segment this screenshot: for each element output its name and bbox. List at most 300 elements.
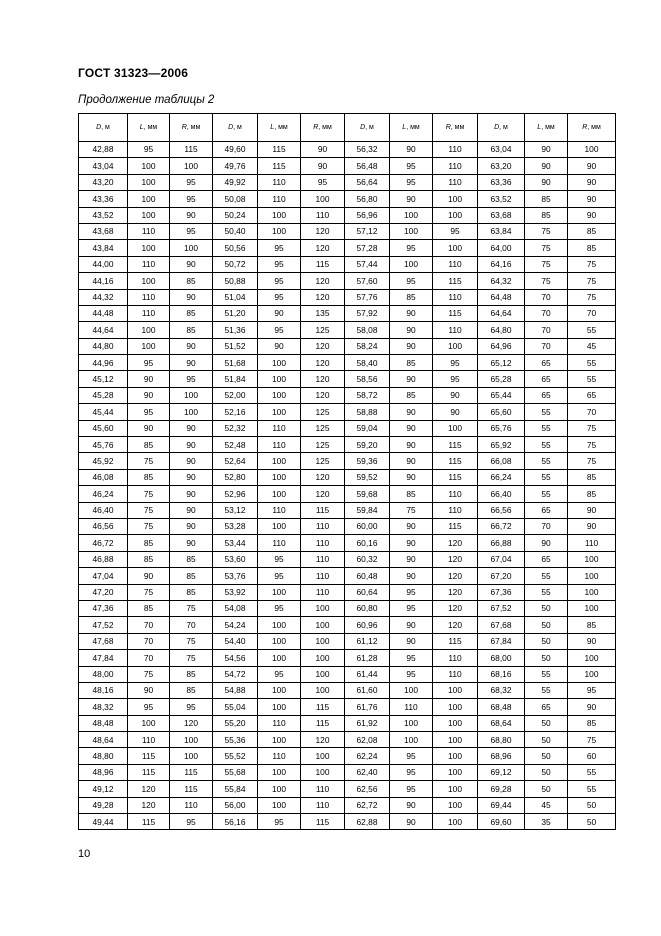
table-cell: 75 — [568, 420, 616, 436]
table-cell: 69,44 — [478, 797, 525, 813]
table-cell: 85 — [525, 191, 568, 207]
table-cell: 100 — [568, 551, 616, 567]
table-cell: 115 — [170, 142, 213, 158]
table-cell: 56,80 — [345, 191, 390, 207]
table-cell: 110 — [301, 584, 345, 600]
table-cell: 120 — [433, 617, 478, 633]
table-row — [79, 207, 616, 223]
table-cell: 90 — [128, 387, 170, 403]
table-cell: 100 — [128, 273, 170, 289]
table-cell: 110 — [258, 191, 301, 207]
table-body — [79, 142, 616, 830]
table-cell: 120 — [301, 338, 345, 354]
table-cell: 100 — [568, 650, 616, 666]
table-cell: 49,12 — [79, 781, 128, 797]
table-cell: 110 — [258, 715, 301, 731]
table-cell: 47,20 — [79, 584, 128, 600]
table-cell: 43,20 — [79, 174, 128, 190]
table-cell: 115 — [301, 699, 345, 715]
table-cell: 48,96 — [79, 764, 128, 780]
table-cell: 68,48 — [478, 699, 525, 715]
table-cell: 46,08 — [79, 469, 128, 485]
table-cell: 55,52 — [213, 748, 258, 764]
table-cell: 85 — [390, 289, 433, 305]
table-cell: 110 — [301, 535, 345, 551]
table-row — [79, 568, 616, 584]
table-cell: 100 — [258, 633, 301, 649]
table-cell: 48,16 — [79, 682, 128, 698]
column-header — [79, 114, 128, 142]
table-cell: 90 — [568, 174, 616, 190]
table-cell: 95 — [258, 600, 301, 616]
table-cell: 70 — [525, 518, 568, 534]
table-cell: 55 — [525, 682, 568, 698]
table-cell: 52,48 — [213, 437, 258, 453]
table-row — [79, 486, 616, 502]
table-cell: 95 — [390, 650, 433, 666]
table-cell: 64,96 — [478, 338, 525, 354]
table-cell: 110 — [301, 551, 345, 567]
table-cell: 85 — [170, 322, 213, 338]
table-cell: 90 — [128, 568, 170, 584]
column-header — [478, 114, 525, 142]
table-cell: 95 — [433, 355, 478, 371]
column-symbol: D — [360, 124, 366, 131]
table-cell: 100 — [258, 781, 301, 797]
table-row — [79, 322, 616, 338]
table-cell: 50 — [525, 633, 568, 649]
table-cell: 85 — [128, 600, 170, 616]
column-unit: , мм — [143, 124, 158, 131]
table-cell: 57,60 — [345, 273, 390, 289]
table-cell: 115 — [301, 502, 345, 518]
table-cell: 47,04 — [79, 568, 128, 584]
table-cell: 100 — [258, 764, 301, 780]
table-cell: 90 — [568, 633, 616, 649]
table-cell: 43,36 — [79, 191, 128, 207]
table-cell: 100 — [258, 584, 301, 600]
table-cell: 100 — [258, 617, 301, 633]
table-cell: 125 — [301, 453, 345, 469]
table-cell: 63,20 — [478, 158, 525, 174]
table-row — [79, 223, 616, 239]
table-cell: 110 — [258, 748, 301, 764]
table-cell: 90 — [525, 158, 568, 174]
table-cell: 50 — [568, 814, 616, 830]
table-caption: Продолжение таблицы 2 — [78, 94, 215, 106]
table-cell: 60 — [568, 748, 616, 764]
table-cell: 69,12 — [478, 764, 525, 780]
table-cell: 55,36 — [213, 732, 258, 748]
table-row — [79, 289, 616, 305]
table-cell: 90 — [390, 617, 433, 633]
table-cell: 120 — [128, 797, 170, 813]
table-cell: 75 — [170, 633, 213, 649]
column-header — [301, 114, 345, 142]
table-cell: 100 — [568, 584, 616, 600]
table-cell: 90 — [390, 371, 433, 387]
table-cell: 66,56 — [478, 502, 525, 518]
table-cell: 53,44 — [213, 535, 258, 551]
table-cell: 100 — [170, 387, 213, 403]
table-cell: 100 — [390, 732, 433, 748]
table-cell: 90 — [170, 256, 213, 272]
table-cell: 100 — [128, 207, 170, 223]
table-cell: 60,96 — [345, 617, 390, 633]
table-cell: 90 — [390, 633, 433, 649]
table-cell: 90 — [390, 142, 433, 158]
table-cell: 57,92 — [345, 305, 390, 321]
table-cell: 100 — [301, 633, 345, 649]
table-cell: 56,64 — [345, 174, 390, 190]
column-unit: , м — [101, 124, 110, 131]
table-cell: 90 — [390, 305, 433, 321]
table-cell: 100 — [390, 223, 433, 239]
table-cell: 100 — [433, 682, 478, 698]
table-cell: 100 — [433, 699, 478, 715]
table-cell: 54,40 — [213, 633, 258, 649]
table-cell: 95 — [258, 814, 301, 830]
table-cell: 100 — [258, 486, 301, 502]
table-cell: 90 — [390, 437, 433, 453]
table-cell: 67,52 — [478, 600, 525, 616]
table-cell: 55 — [568, 355, 616, 371]
table-cell: 100 — [170, 240, 213, 256]
table-cell: 100 — [301, 617, 345, 633]
table-cell: 64,48 — [478, 289, 525, 305]
table-cell: 90 — [525, 535, 568, 551]
table-cell: 57,12 — [345, 223, 390, 239]
table-cell: 100 — [170, 404, 213, 420]
column-header — [345, 114, 390, 142]
table-cell: 51,84 — [213, 371, 258, 387]
table-cell: 45,12 — [79, 371, 128, 387]
table-cell: 51,68 — [213, 355, 258, 371]
table-cell: 95 — [258, 551, 301, 567]
table-cell: 95 — [128, 404, 170, 420]
table-cell: 61,76 — [345, 699, 390, 715]
table-cell: 66,24 — [478, 469, 525, 485]
table-cell: 95 — [258, 322, 301, 338]
table-cell: 120 — [301, 486, 345, 502]
table-cell: 68,16 — [478, 666, 525, 682]
table-cell: 50 — [525, 764, 568, 780]
table-cell: 45,28 — [79, 387, 128, 403]
table-cell: 56,48 — [345, 158, 390, 174]
table-cell: 51,36 — [213, 322, 258, 338]
table-cell: 110 — [433, 174, 478, 190]
table-cell: 90 — [170, 289, 213, 305]
table-cell: 42,88 — [79, 142, 128, 158]
column-unit: , м — [233, 124, 242, 131]
table-cell: 90 — [390, 518, 433, 534]
column-symbol: R — [313, 124, 319, 131]
table-cell: 85 — [568, 617, 616, 633]
table-cell: 100 — [433, 781, 478, 797]
table-cell: 48,48 — [79, 715, 128, 731]
table-cell: 55 — [525, 437, 568, 453]
table-cell: 51,20 — [213, 305, 258, 321]
table-cell: 100 — [258, 518, 301, 534]
table-cell: 52,80 — [213, 469, 258, 485]
table-cell: 110 — [128, 223, 170, 239]
table-cell: 100 — [433, 207, 478, 223]
table-cell: 95 — [258, 256, 301, 272]
table-cell: 115 — [433, 273, 478, 289]
table-cell: 95 — [390, 273, 433, 289]
table-cell: 65 — [525, 551, 568, 567]
table-cell: 110 — [433, 158, 478, 174]
table-cell: 90 — [525, 174, 568, 190]
table-cell: 75 — [568, 256, 616, 272]
table-cell: 53,92 — [213, 584, 258, 600]
table-cell: 75 — [128, 584, 170, 600]
table-row — [79, 797, 616, 813]
table-cell: 70 — [525, 289, 568, 305]
column-symbol: L — [537, 124, 542, 131]
column-unit: , мм — [186, 124, 201, 131]
table-cell: 95 — [433, 371, 478, 387]
table-cell: 90 — [390, 814, 433, 830]
table-cell: 90 — [390, 191, 433, 207]
table-cell: 125 — [301, 420, 345, 436]
table-cell: 100 — [170, 732, 213, 748]
table-cell: 95 — [170, 371, 213, 387]
table-cell: 85 — [568, 240, 616, 256]
table-cell: 120 — [301, 387, 345, 403]
table-cell: 110 — [128, 305, 170, 321]
table-cell: 50 — [525, 781, 568, 797]
table-cell: 56,96 — [345, 207, 390, 223]
table-cell: 90 — [128, 682, 170, 698]
table-cell: 100 — [433, 748, 478, 764]
table-cell: 58,88 — [345, 404, 390, 420]
table-row — [79, 305, 616, 321]
table-cell: 46,72 — [79, 535, 128, 551]
table-cell: 70 — [128, 633, 170, 649]
table-cell: 90 — [390, 322, 433, 338]
table-cell: 63,52 — [478, 191, 525, 207]
table-cell: 64,00 — [478, 240, 525, 256]
table-cell: 100 — [258, 797, 301, 813]
table-cell: 110 — [258, 420, 301, 436]
table-cell: 100 — [568, 666, 616, 682]
table-cell: 44,96 — [79, 355, 128, 371]
table-cell: 55 — [525, 469, 568, 485]
table-cell: 120 — [301, 371, 345, 387]
table-cell: 120 — [301, 240, 345, 256]
table-cell: 100 — [128, 191, 170, 207]
table-cell: 100 — [301, 682, 345, 698]
table-cell: 70 — [525, 338, 568, 354]
table-cell: 53,76 — [213, 568, 258, 584]
table-cell: 45 — [568, 338, 616, 354]
table-cell: 100 — [258, 223, 301, 239]
table-cell: 50,08 — [213, 191, 258, 207]
table-cell: 53,12 — [213, 502, 258, 518]
table-cell: 75 — [525, 223, 568, 239]
table-cell: 85 — [128, 437, 170, 453]
table-cell: 50,40 — [213, 223, 258, 239]
table-cell: 85 — [170, 666, 213, 682]
table-cell: 100 — [390, 207, 433, 223]
table-cell: 46,24 — [79, 486, 128, 502]
column-unit: , м — [499, 124, 508, 131]
table-cell: 70 — [170, 617, 213, 633]
table-cell: 61,44 — [345, 666, 390, 682]
table-cell: 46,40 — [79, 502, 128, 518]
table-cell: 110 — [258, 174, 301, 190]
table-cell: 120 — [301, 273, 345, 289]
table-cell: 68,00 — [478, 650, 525, 666]
table-cell: 45,44 — [79, 404, 128, 420]
table-cell: 100 — [258, 732, 301, 748]
table-cell: 100 — [258, 207, 301, 223]
table-cell: 120 — [433, 568, 478, 584]
table-cell: 60,32 — [345, 551, 390, 567]
table-cell: 90 — [170, 469, 213, 485]
table-cell: 64,64 — [478, 305, 525, 321]
table-row — [79, 453, 616, 469]
table-cell: 95 — [170, 814, 213, 830]
table-cell: 60,64 — [345, 584, 390, 600]
table-cell: 115 — [433, 305, 478, 321]
column-unit: , мм — [587, 124, 601, 131]
table-cell: 90 — [433, 387, 478, 403]
table-row — [79, 142, 616, 158]
table-cell: 115 — [128, 814, 170, 830]
table-cell: 46,88 — [79, 551, 128, 567]
table-cell: 110 — [433, 486, 478, 502]
column-symbol: D — [494, 124, 500, 131]
table-cell: 67,04 — [478, 551, 525, 567]
table-cell: 55 — [525, 486, 568, 502]
table-cell: 62,56 — [345, 781, 390, 797]
table-cell: 95 — [568, 682, 616, 698]
table-cell: 55,04 — [213, 699, 258, 715]
table-row — [79, 650, 616, 666]
table-cell: 68,32 — [478, 682, 525, 698]
table-cell: 100 — [433, 732, 478, 748]
table-cell: 85 — [170, 305, 213, 321]
table-cell: 75 — [170, 650, 213, 666]
table-cell: 46,56 — [79, 518, 128, 534]
table-cell: 65,44 — [478, 387, 525, 403]
table-cell: 50 — [525, 732, 568, 748]
table-cell: 43,84 — [79, 240, 128, 256]
table-cell: 115 — [433, 437, 478, 453]
column-header — [568, 114, 616, 142]
table-cell: 57,28 — [345, 240, 390, 256]
table-cell: 90 — [568, 518, 616, 534]
table-cell: 100 — [128, 322, 170, 338]
table-row — [79, 256, 616, 272]
table-cell: 95 — [170, 223, 213, 239]
table-cell: 95 — [258, 240, 301, 256]
table-cell: 49,60 — [213, 142, 258, 158]
table-cell: 115 — [433, 518, 478, 534]
table-row — [79, 420, 616, 436]
table-cell: 110 — [301, 207, 345, 223]
table-row — [79, 387, 616, 403]
table-cell: 120 — [301, 355, 345, 371]
table-cell: 90 — [170, 420, 213, 436]
table-cell: 50 — [525, 748, 568, 764]
table-row — [79, 535, 616, 551]
table-cell: 70 — [525, 322, 568, 338]
table-cell: 55 — [525, 568, 568, 584]
table-cell: 120 — [128, 781, 170, 797]
table-cell: 115 — [301, 715, 345, 731]
table-cell: 54,24 — [213, 617, 258, 633]
table-cell: 115 — [301, 814, 345, 830]
table-cell: 100 — [258, 469, 301, 485]
table-cell: 65 — [525, 502, 568, 518]
table-cell: 100 — [258, 699, 301, 715]
table-cell: 75 — [128, 502, 170, 518]
table-cell: 50,24 — [213, 207, 258, 223]
column-unit: , мм — [406, 124, 420, 131]
table-cell: 120 — [301, 732, 345, 748]
table-cell: 66,88 — [478, 535, 525, 551]
table-cell: 75 — [568, 732, 616, 748]
table-cell: 43,52 — [79, 207, 128, 223]
table-cell: 90 — [258, 338, 301, 354]
table-cell: 90 — [390, 797, 433, 813]
table-cell: 115 — [170, 781, 213, 797]
table-cell: 47,68 — [79, 633, 128, 649]
column-unit: , мм — [318, 124, 332, 131]
table-cell: 43,68 — [79, 223, 128, 239]
table-cell: 100 — [433, 764, 478, 780]
table-cell: 62,24 — [345, 748, 390, 764]
table-cell: 120 — [433, 600, 478, 616]
table-cell: 95 — [390, 781, 433, 797]
table-cell: 110 — [301, 797, 345, 813]
table-cell: 100 — [128, 338, 170, 354]
table-cell: 62,40 — [345, 764, 390, 780]
table-cell: 55,20 — [213, 715, 258, 731]
column-header — [525, 114, 568, 142]
table-cell: 69,60 — [478, 814, 525, 830]
table-cell: 44,16 — [79, 273, 128, 289]
table-cell: 44,80 — [79, 338, 128, 354]
table-cell: 64,16 — [478, 256, 525, 272]
table-cell: 59,52 — [345, 469, 390, 485]
table-cell: 75 — [170, 600, 213, 616]
table-cell: 90 — [568, 158, 616, 174]
table-cell: 110 — [258, 437, 301, 453]
table-cell: 90 — [433, 404, 478, 420]
table-row — [79, 715, 616, 731]
table-cell: 45,76 — [79, 437, 128, 453]
table-cell: 95 — [258, 289, 301, 305]
table-row — [79, 666, 616, 682]
table-cell: 48,80 — [79, 748, 128, 764]
table-cell: 100 — [433, 715, 478, 731]
table-cell: 85 — [170, 568, 213, 584]
table-cell: 100 — [568, 142, 616, 158]
table-cell: 65,28 — [478, 371, 525, 387]
column-symbol: R — [181, 124, 187, 131]
table-cell: 100 — [433, 797, 478, 813]
table-cell: 75 — [525, 240, 568, 256]
table-cell: 55 — [525, 404, 568, 420]
table-cell: 120 — [301, 223, 345, 239]
table-row — [79, 600, 616, 616]
table-cell: 62,08 — [345, 732, 390, 748]
table-cell: 100 — [390, 682, 433, 698]
